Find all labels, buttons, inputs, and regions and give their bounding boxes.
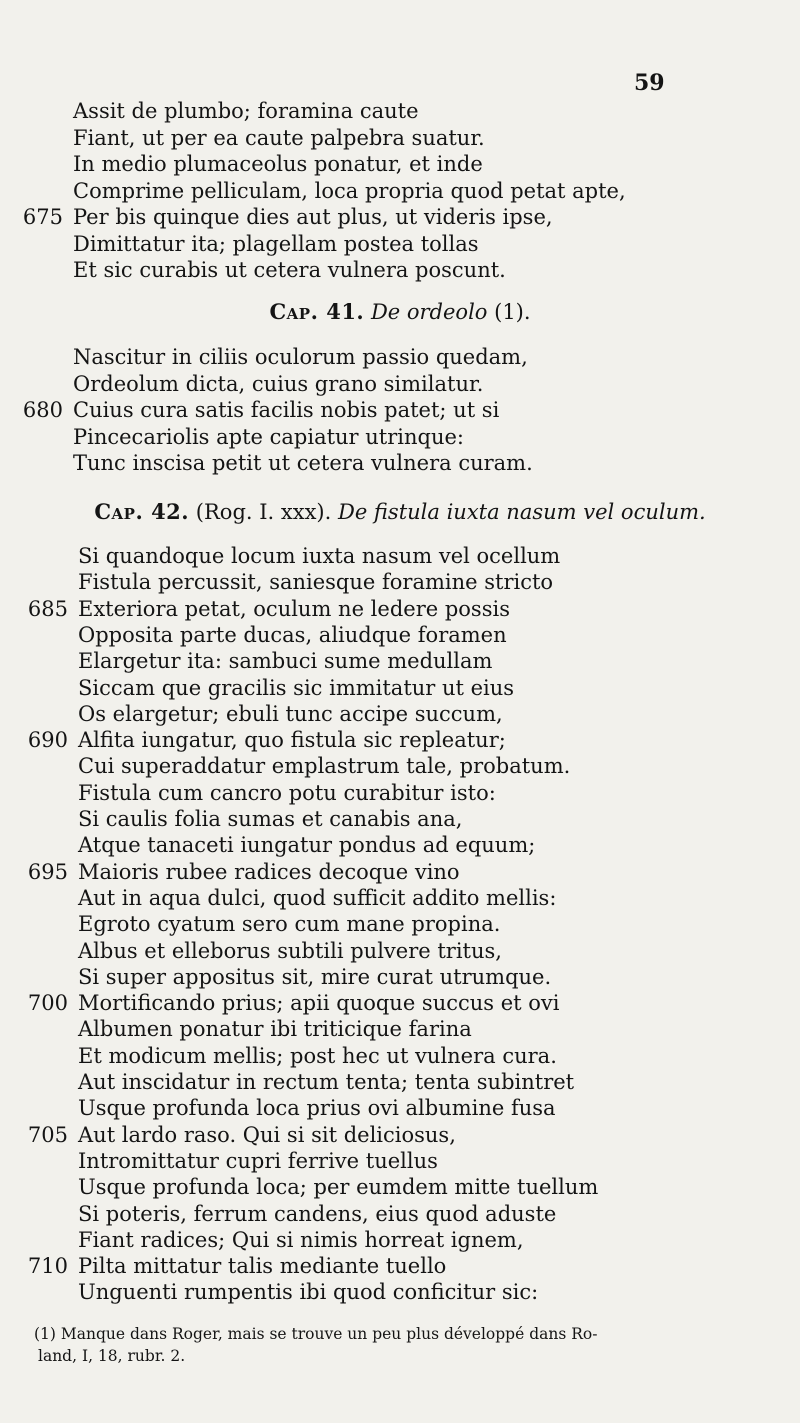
verse-text: Si poteris, ferrum candens, eius quod aduste [78, 1201, 557, 1226]
verse-text: Albus et elleborus subtili pulvere tritus, [78, 938, 502, 963]
verse-line [0, 125, 800, 151]
line-number: 685 [27, 596, 68, 621]
verse-text: Aut in aqua dulci, quod sufficit addito mellis: [78, 885, 557, 910]
verse-line [0, 204, 800, 230]
verse-text: Et sic curabis ut cetera vulnera poscunt. [73, 258, 506, 282]
verse-line [0, 806, 800, 832]
line-number: 675 [22, 205, 63, 229]
verse-line [0, 780, 800, 806]
verse-line [0, 911, 800, 937]
verse-line [0, 1095, 800, 1121]
verse-line [0, 344, 800, 370]
verse-text: Cuius cura satis facilis nobis patet; ut si [73, 398, 500, 422]
verse-line [0, 990, 800, 1016]
verse-line [0, 675, 800, 701]
verse-text: Et modicum mellis; post hec ut vulnera cura. [78, 1043, 557, 1068]
verse-text: Assit de plumbo; foramina caute [73, 99, 419, 123]
verse-line [0, 98, 800, 124]
verse-text: Usque profunda loca prius ovi albumine fusa [78, 1096, 556, 1121]
verse-text: Fistula percussit, saniesque foramine stricto [78, 570, 554, 595]
verse-text: In medio plumaceolus ponatur, et inde [73, 152, 483, 176]
verse-text: Maioris rubee radices decoque vino [78, 859, 460, 884]
footnote-line: (1) Manque dans Roger, mais se trouve un peu plus développé dans Ro- [34, 1325, 598, 1343]
line-number: 705 [27, 1122, 68, 1147]
verse-line [0, 178, 800, 204]
verse-line [0, 257, 800, 283]
verse-line [0, 397, 800, 423]
verse-text: Tunc inscisa petit ut cetera vulnera curam. [73, 451, 533, 475]
verse-text: Comprime pelliculam, loca propria quod petat apte, [73, 178, 626, 203]
verse-text: Intromittatur cupri ferrive tuellus [78, 1148, 438, 1173]
verse-text: Aut inscidatur in rectum tenta; tenta subintret [78, 1070, 575, 1094]
verse-line [0, 1122, 800, 1148]
verse-line [0, 701, 800, 727]
verse-text: Alfita iungatur, quo fistula sic repleatur; [78, 728, 506, 753]
verse-line [0, 1174, 800, 1200]
verse-text: Egroto cyatum sero cum mane propina. [78, 912, 501, 937]
line-number: 710 [27, 1254, 68, 1279]
verse-text: Aut lardo raso. Qui si sit deliciosus, [78, 1122, 456, 1147]
chapter-title: De fistula iuxta nasum vel oculum. [337, 500, 706, 524]
verse-text: Ordeolum dicta, cuius grano similatur. [73, 371, 484, 396]
verse-text: Unguenti rumpentis ibi quod conficitur sic: [78, 1280, 539, 1305]
chapter-reference: (Rog. I. xxx). [195, 500, 332, 524]
verse-line [0, 832, 800, 858]
verse-line [0, 622, 800, 648]
line-number: 700 [27, 991, 68, 1016]
verse-text: Pincecariolis apte capiatur utrinque: [73, 424, 464, 449]
verse-text: Pilta mittatur talis mediante tuello [78, 1254, 447, 1279]
chapter-number: Cap. 41. [269, 299, 365, 324]
verse-text: Elargetur ita: sambuci sume medullam [78, 649, 493, 674]
verse-line [0, 1043, 800, 1069]
verse-text: Opposita parte ducas, aliudque foramen [78, 622, 507, 647]
verse-line [0, 1016, 800, 1042]
chapter-note-ref: (1). [494, 300, 531, 324]
verse-line [0, 885, 800, 911]
verse-line [0, 543, 800, 569]
verse-text: Si super appositus sit, mire curat utrumque. [78, 964, 552, 989]
verse-line [0, 151, 800, 177]
verse-line [0, 648, 800, 674]
verse-line [0, 859, 800, 885]
verse-text: Cui superaddatur emplastrum tale, probatum. [78, 754, 571, 779]
footnote [34, 1323, 774, 1367]
chapter-number: Cap. 42. [94, 499, 190, 524]
verse-text: Fiant, ut per ea caute palpebra suatur. [73, 125, 485, 150]
verse-text: Si caulis folia sumas et canabis ana, [78, 807, 463, 831]
verse-line [0, 1279, 800, 1305]
verse-line [0, 424, 800, 450]
verse-line [0, 596, 800, 622]
verse-line [0, 1201, 800, 1227]
verse-line [0, 1069, 800, 1095]
verse-text: Fistula cum cancro potu curabitur isto: [78, 780, 496, 805]
verse-text: Siccam que gracilis sic immitatur ut eius [78, 675, 515, 700]
verse-line [0, 1253, 800, 1279]
verse-text: Os elargetur; ebuli tunc accipe succum, [78, 701, 503, 726]
verse-text: Si quandoque locum iuxta nasum vel ocellum [78, 544, 561, 568]
verse-line [0, 938, 800, 964]
chapter-heading-42 [0, 498, 800, 526]
verse-line [0, 371, 800, 397]
verse-line [0, 1148, 800, 1174]
verse-text: Mortificando prius; apii quoque succus et ovi [78, 991, 560, 1016]
chapter-title: De ordeolo [370, 300, 488, 324]
verse-line [0, 727, 800, 753]
verse-text: Dimittatur ita; plagellam postea tollas [73, 231, 479, 256]
verse-line [0, 231, 800, 257]
verse-text: Per bis quinque dies aut plus, ut videris ipse, [73, 205, 553, 229]
line-number: 690 [27, 728, 68, 753]
chapter-heading-41 [0, 298, 800, 326]
line-number: 680 [22, 398, 63, 422]
verse-line [0, 450, 800, 476]
verse-text: Atque tanaceti iungatur pondus ad equum; [78, 833, 536, 858]
verse-text: Usque profunda loca; per eumdem mitte tuellum [78, 1175, 599, 1200]
verse-line [0, 569, 800, 595]
verse-line [0, 964, 800, 990]
footnote-line: land, I, 18, rubr. 2. [38, 1347, 186, 1365]
verse-line [0, 753, 800, 779]
verse-text: Fiant radices; Qui si nimis horreat ignem, [78, 1227, 524, 1252]
verse-text: Exteriora petat, oculum ne ledere possis [78, 596, 510, 621]
page-number: 59 [634, 70, 665, 96]
line-number: 695 [27, 859, 68, 884]
verse-text: Albumen ponatur ibi triticique farina [78, 1017, 472, 1042]
verse-text: Nascitur in ciliis oculorum passio quedam, [73, 345, 528, 369]
verse-line [0, 1227, 800, 1253]
